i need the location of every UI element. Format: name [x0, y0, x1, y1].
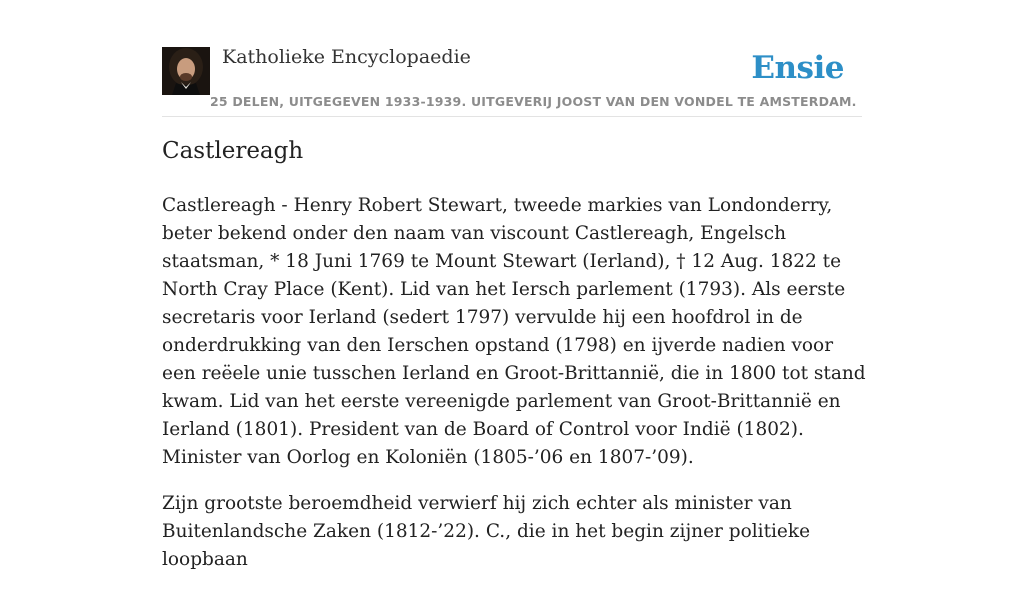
article-body	[162, 192, 867, 592]
article-title: Castlereagh	[162, 138, 304, 164]
article-paragraph: Zijn grootste beroemdheid verwierf hij zich echter als minister van Buitenlandsche Zaken (1812-’22). C., die in het begin zijner politieke loopbaan	[162, 493, 811, 570]
source-subtitle: 25 DELEN, UITGEGEVEN 1933-1939. UITGEVERIJ JOOST VAN DEN VONDEL TE AMSTERDAM.	[210, 94, 857, 109]
source-title-link[interactable]: Katholieke Encyclopaedie	[222, 46, 471, 68]
brand-logo-link[interactable]: Ensie	[751, 50, 844, 86]
portrait-avatar-icon[interactable]	[162, 47, 210, 95]
site-header	[162, 40, 862, 117]
article-paragraph: Castlereagh - Henry Robert Stewart, tweede markies van Londonderry, beter bekend onder den naam van viscount Castlereagh, Engelsch staatsman, * 18 Juni 1769 te Mount Stewart (Ierland), † 12 Aug. 1822 te North Cray Place (Kent). Lid van het Iersch parlement (1793). Als eerste secretaris voor Ierland (sedert 1797) vervulde hij een hoofdrol in de onderdrukking van den Ierschen opstand (1798) en ijverde nadien voor een reëele unie tusschen Ierland en Groot-Brittannië, die in 1800 tot stand kwam. Lid van het eerste vereenigde parlement van Groot-Brittannië en Ierland (1801). President van de Board of Control voor Indië (1802). Minister van Oorlog en Koloniën (1805-’06 en 1807-’09).	[162, 195, 866, 468]
